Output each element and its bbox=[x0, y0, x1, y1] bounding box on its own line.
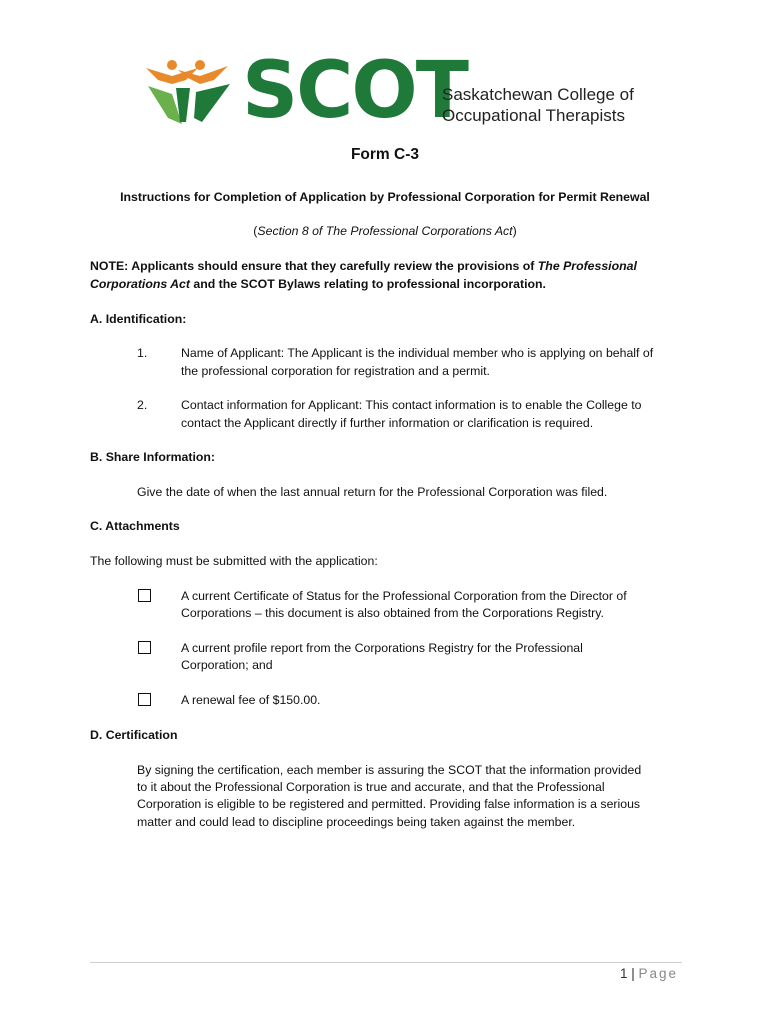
certification-text: to it about the Professional Corporation is true and accurate, and that the Professional bbox=[137, 780, 605, 794]
form-title: Form C-3 bbox=[350, 146, 420, 163]
page-label: Page bbox=[638, 966, 678, 981]
page-number: 1 bbox=[619, 966, 628, 981]
list-item-text: the professional corporation for registration and a permit. bbox=[181, 364, 490, 378]
section-b-text: Give the date of when the last annual return for the Professional Corporation was filed. bbox=[137, 485, 608, 499]
certification-text: By signing the certification, each member is assuring the SCOT that the information provided bbox=[137, 763, 642, 777]
certification-text: Corporation is eligible to be registered and permitted. Providing false information is a serious bbox=[137, 797, 641, 811]
attachment-text: A current Certificate of Status for the Professional Corporation from the Director of bbox=[181, 589, 627, 603]
attachment-checkbox[interactable] bbox=[138, 693, 151, 706]
note-line1: NOTE: Applicants should ensure that they carefully review the provisions of The Professional bbox=[90, 259, 637, 273]
list-item-number: 1. bbox=[137, 346, 148, 360]
list-item-text: contact the Applicant directly if further information or clarification is required. bbox=[181, 416, 594, 430]
attachment-text: A renewal fee of $150.00. bbox=[181, 693, 321, 707]
note-line2: Corporations Act and the SCOT Bylaws relating to professional incorporation. bbox=[90, 277, 546, 291]
section-d-heading: D. Certification bbox=[90, 728, 178, 742]
certification-text: matter and could lead to discipline proceedings being taken against the member. bbox=[137, 815, 576, 829]
list-item-number: 2. bbox=[137, 398, 148, 412]
list-item-text: Name of Applicant: The Applicant is the individual member who is applying on behalf of bbox=[181, 346, 654, 360]
document-subtitle: Instructions for Completion of Application by Professional Corporation for Permit Renewal bbox=[120, 190, 650, 204]
logo-subtitle bbox=[442, 84, 642, 126]
section-c-heading: C. Attachments bbox=[90, 519, 180, 533]
logo-wordmark: SCOT bbox=[242, 46, 467, 136]
footer-divider bbox=[90, 962, 682, 963]
section-c-intro: The following must be submitted with the application: bbox=[90, 554, 378, 568]
page-footer: 1 | Page bbox=[619, 966, 678, 981]
section-b-heading: B. Share Information: bbox=[90, 450, 216, 464]
attachment-text: A current profile report from the Corporations Registry for the Professional bbox=[181, 641, 583, 655]
list-item-text: Contact information for Applicant: This contact information is to enable the College to bbox=[181, 398, 642, 412]
scot-logo bbox=[142, 46, 634, 136]
attachment-checkbox[interactable] bbox=[138, 641, 151, 654]
section-reference: (Section 8 of The Professional Corporations Act) bbox=[253, 224, 517, 238]
logo-subtitle-line2: Occupational Therapists bbox=[442, 106, 626, 125]
attachment-checkbox[interactable] bbox=[138, 589, 151, 602]
section-reference-text: Section 8 of The Professional Corporations Act bbox=[257, 224, 513, 238]
attachment-text: Corporations – this document is also obtained from the Corporations Registry. bbox=[181, 606, 604, 620]
attachment-text: Corporation; and bbox=[181, 658, 273, 672]
people-logo-icon bbox=[142, 56, 238, 124]
logo-subtitle-line1: Saskatchewan College of bbox=[442, 85, 634, 104]
section-a-heading: A. Identification: bbox=[90, 312, 187, 326]
